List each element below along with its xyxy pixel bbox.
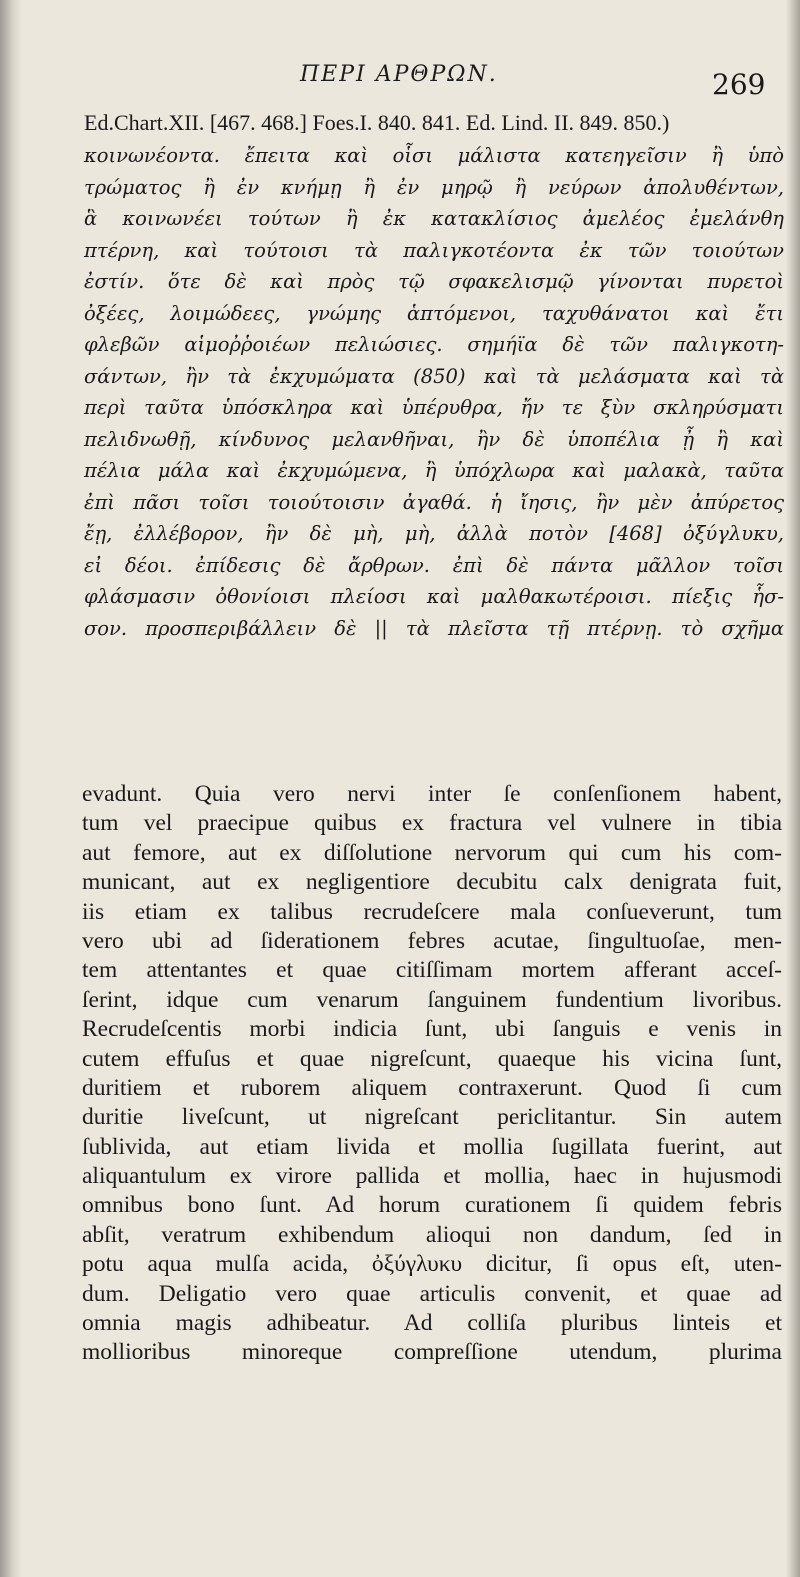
latin-text-line: duritie liveſcunt, ut nigreſcant periclitantur. Sin autem xyxy=(82,1104,782,1131)
latin-text-line: vero ubi ad ſiderationem febres acutae, ſingultuoſae, men- xyxy=(82,927,782,954)
greek-text-line: σάντων, ἢν τὰ ἐκχυμώματα (850) καὶ τὰ μελάσματα καὶ τὰ xyxy=(84,364,784,388)
greek-text-line: φλάσμασιν ὀθονίοισι πλείοσι καὶ μαλθακωτέροισι. πίεξις ἧσ- xyxy=(84,585,784,608)
greek-text-line: πελιδνωθῇ, κίνδυνος μελανθῆναι, ἢν δὲ ὑποπέλια ᾖ ἢ καὶ xyxy=(84,427,784,451)
latin-text-line: potu aqua mulſa acida, ὀξύγλυκυ dicitur, ſi opus eſt, uten- xyxy=(82,1251,782,1278)
latin-text-line: mollioribus minoreque compreſſione utendum, plurima xyxy=(82,1339,782,1366)
latin-translation-block xyxy=(82,780,782,1368)
page-edge-shadow xyxy=(786,0,800,1577)
greek-text-block xyxy=(84,140,784,644)
latin-text-line: municant, aut ex negligentiore decubitu calx denigrata fuit, xyxy=(82,869,782,896)
latin-text-line: aliquantulum ex virore pallida et mollia, haec in hujusmodi xyxy=(82,1163,782,1190)
latin-text-line: tem attentantes et quae citiſſimam mortem afferant acceſ- xyxy=(82,957,782,984)
latin-text-line: duritiem et ruborem aliquem contraxerunt. Quod ſi cum xyxy=(82,1074,782,1101)
greek-text-line: εἰ δέοι. ἐπίδεσις δὲ ἄρθρων. ἐπὶ δὲ πάντα μᾶλλον τοῖσι xyxy=(84,553,784,577)
page-number: 269 xyxy=(712,68,766,101)
greek-text-line: πέλια μάλα καὶ ἐκχυμώμενα, ἢ ὑπόχλωρα καὶ μαλακὰ, ταῦτα xyxy=(84,459,784,482)
latin-text-line: dum. Deligatio vero quae articulis convenit, et quae ad xyxy=(82,1280,782,1307)
edition-references: Ed.Chart.XII. [467. 468.] Foes.I. 840. 841. Ed. Lind. II. 849. 850.) xyxy=(84,110,670,135)
greek-text-line: ὀξέες, λοιμώδεες, γνώμης ἁπτόμενοι, ταχυθάνατοι καὶ ἔτι xyxy=(84,301,784,325)
latin-text-line: omnia magis adhibeatur. Ad colliſa pluribus linteis et xyxy=(82,1310,782,1337)
greek-text-line: φλεβῶν αἱμοῤῥοιέων πελιώσιες. σημήϊα δὲ τῶν παλιγκοτη- xyxy=(84,333,784,356)
greek-text-line: περὶ ταῦτα ὑπόσκληρα καὶ ὑπέρυθρα, ἤν τε ξὺν σκληρύσματι xyxy=(84,396,784,419)
greek-text-line: ἐπὶ πᾶσι τοῖσι τοιούτοισιν ἀγαθά. ἡ ἴησις, ἢν μὲν ἀπύρετος xyxy=(84,490,784,514)
greek-text-line: τρώματος ἢ ἐν κνήμῃ ἢ ἐν μηρῷ ἢ νεύρων ἀπολυθέντων, xyxy=(84,175,784,199)
latin-text-line: ſublivida, aut etiam livida et mollia ſugillata fuerint, aut xyxy=(82,1133,782,1160)
greek-text-line: σον. προσπεριβάλλειν δὲ || τὰ πλεῖστα τῇ πτέρνῃ. τὸ σχῆμα xyxy=(84,616,784,640)
running-title: ΠΕΡΙ ΑΡΘΡΩΝ. xyxy=(300,62,498,87)
greek-text-line: πτέρνη, καὶ τούτοισι τὰ παλιγκοτέοντα ἐκ τῶν τοιούτων xyxy=(84,238,784,262)
latin-text-line: omnibus bono ſunt. Ad horum curationem ſi quidem febris xyxy=(82,1192,782,1219)
latin-text-line: iis etiam ex talibus recrudeſcere mala conſueverunt, tum xyxy=(82,898,782,925)
latin-text-line: Recrudeſcentis morbi indicia ſunt, ubi ſanguis e venis in xyxy=(82,1016,782,1043)
latin-text-line: abſit, veratrum exhibendum alioqui non dandum, ſed in xyxy=(82,1221,782,1248)
latin-text-line: evadunt. Quia vero nervi inter ſe conſenſionem habent, xyxy=(82,781,782,807)
latin-text-line: aut femore, aut ex diſſolutione nervorum qui cum his com- xyxy=(82,839,782,866)
latin-text-line: ſerint, idque cum venarum ſanguinem fundentium livoribus. xyxy=(82,986,782,1013)
latin-text-line: tum vel praecipue quibus ex fractura vel vulnere in tibia xyxy=(82,810,782,837)
greek-text-line: κοινωνέοντα. ἔπειτα καὶ οἷσι μάλιστα κατεηγεῖσιν ἢ ὑπὸ xyxy=(84,144,784,167)
latin-text-line: cutem effuſus et quae nigreſcunt, quaeque his vicina ſunt, xyxy=(82,1045,782,1072)
greek-text-line: ἃ κοινωνέει τούτων ἢ ἐκ κατακλίσιος ἀμελέος ἐμελάνθη xyxy=(84,207,784,230)
greek-text-line: ἐστίν. ὅτε δὲ καὶ πρὸς τῷ σφακελισμῷ γίνονται πυρετοὶ xyxy=(84,270,784,293)
greek-text-line: ἔῃ, ἐλλέβορον, ἢν δὲ μὴ, μὴ, ἀλλὰ ποτὸν [468] ὀξύγλυκυ, xyxy=(84,522,784,545)
page-gutter-shadow xyxy=(0,0,22,1577)
